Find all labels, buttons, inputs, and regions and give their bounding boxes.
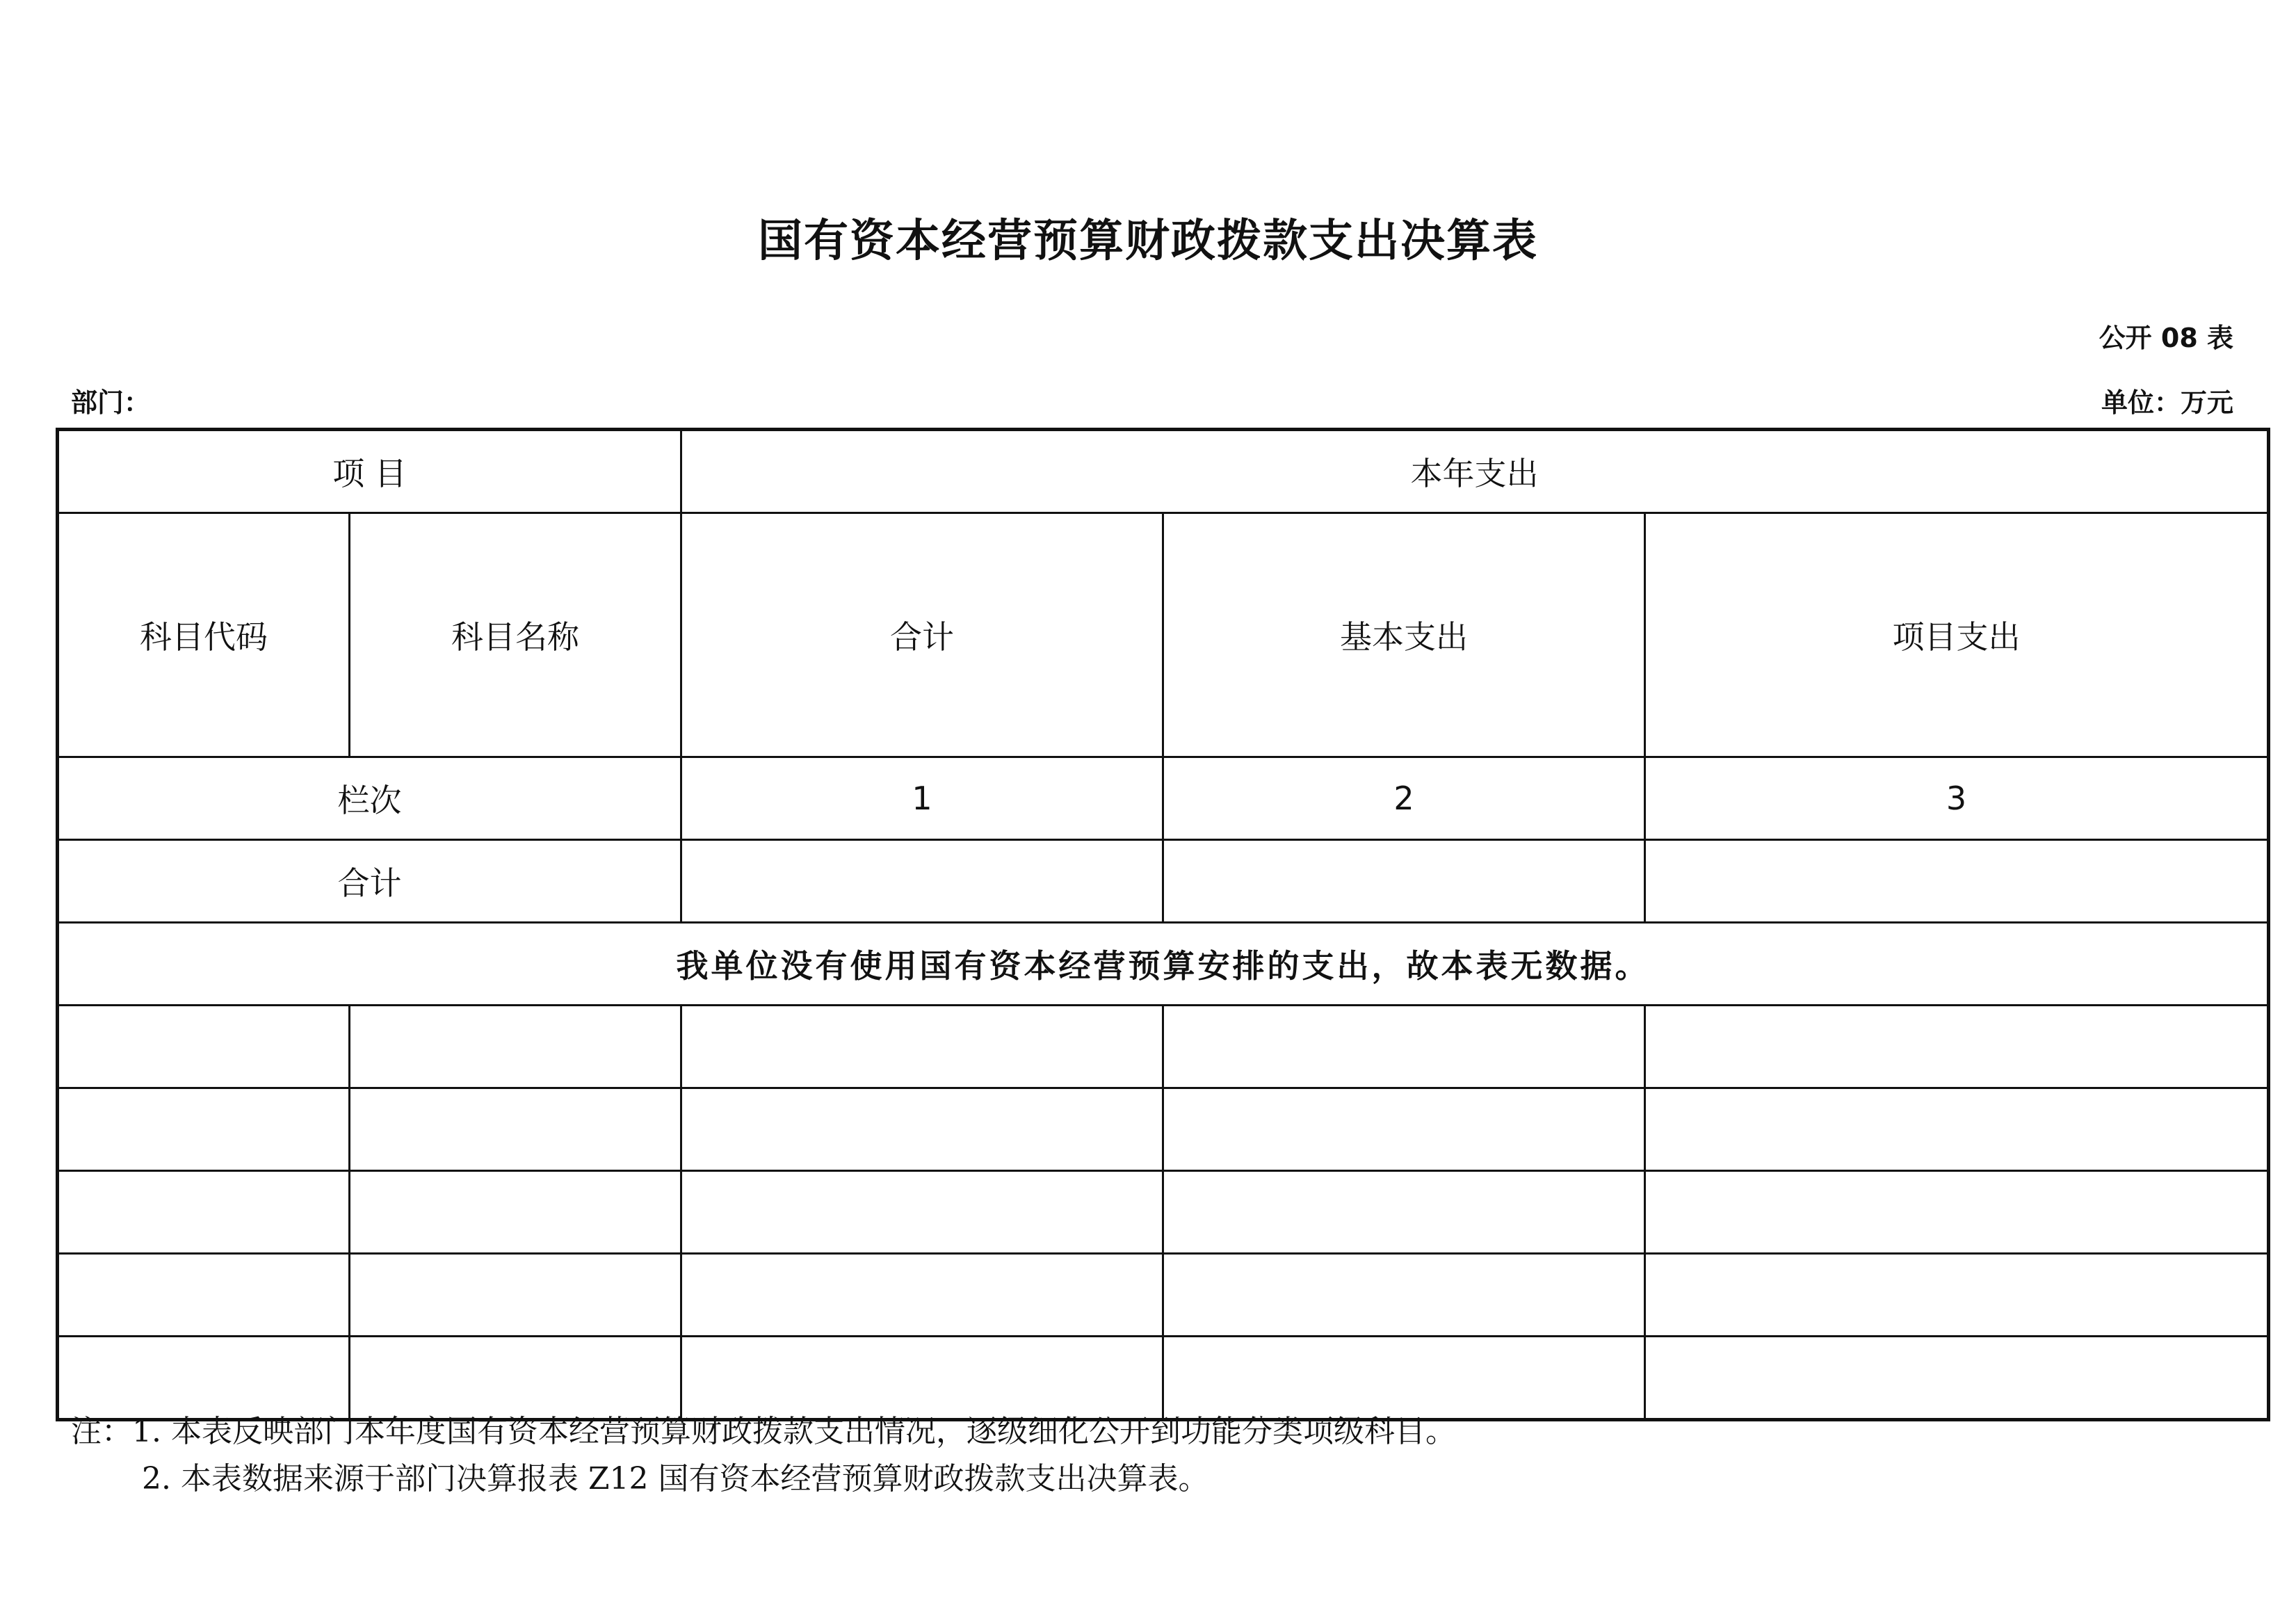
col-header-project: 项目支出 [1645,513,2269,757]
table-cell [58,1171,350,1254]
col-header-basic: 基本支出 [1163,513,1645,757]
table-row [58,1254,2269,1337]
header-project: 项 目 [58,430,681,513]
table-cell [350,1006,681,1088]
table-cell [681,1171,1163,1254]
col-header-total: 合计 [681,513,1163,757]
header-current-year: 本年支出 [681,430,2269,513]
table-cell [1163,1337,1645,1420]
footnote-text: 2. 本表数据来源于部门决算报表 Z12 国有资本经营预算财政拨款支出决算表。 [142,1461,1209,1497]
table-cell [1645,1088,2269,1171]
total-cell [1645,840,2269,923]
expenditure-table [56,428,2270,1421]
unit-label: 单位：万元 [2101,387,2233,418]
table-cell [681,1254,1163,1337]
table-cell [681,1006,1163,1088]
table-row [58,1337,2269,1420]
table-cell [1645,1337,2269,1420]
table-cell [350,1088,681,1171]
table-cell [681,1088,1163,1171]
column-number-row [58,757,2269,840]
column-number-3: 3 [1645,757,2269,840]
column-number-2: 2 [1163,757,1645,840]
department-label: 部门： [71,387,151,418]
table-cell [1645,1254,2269,1337]
table-cell [1645,1006,2269,1088]
no-data-note: 我单位没有使用国有资本经营预算安排的支出，故本表无数据。 [58,923,2269,1006]
table-cell [1163,1254,1645,1337]
table-cell [58,1006,350,1088]
table-row [58,1006,2269,1088]
table-cell [350,1171,681,1254]
total-cell [681,840,1163,923]
page-title: 国有资本经营预算财政拨款支出决算表 [758,215,1538,267]
table-cell [1163,1088,1645,1171]
footnote-2 [71,1455,1456,1503]
column-number-label: 栏次 [58,757,681,840]
table-cell [1163,1006,1645,1088]
total-row-label: 合计 [58,840,681,923]
col-header-name: 科目名称 [350,513,681,757]
header-row-2 [58,513,2269,757]
total-row [58,840,2269,923]
column-number-1: 1 [681,757,1163,840]
table-row [58,1171,2269,1254]
table-cell [350,1337,681,1420]
table-cell [1163,1171,1645,1254]
footnote-prefix: 注： [71,1414,132,1449]
note-row [58,923,2269,1006]
table-cell [1645,1171,2269,1254]
form-number: 公开 08 表 [2099,323,2233,353]
table-cell [58,1254,350,1337]
table-cell [58,1337,350,1420]
table-cell [350,1254,681,1337]
total-cell [1163,840,1645,923]
table-cell [681,1337,1163,1420]
table-row [58,1088,2269,1171]
col-header-code: 科目代码 [58,513,350,757]
footnote-1 [71,1408,1456,1455]
header-row-1 [58,430,2269,513]
footnote-text: 1. 本表反映部门本年度国有资本经营预算财政拨款支出情况，逐级细化公开到功能分类项级科目。 [132,1414,1456,1449]
table-cell [58,1088,350,1171]
footnotes [71,1408,1456,1503]
